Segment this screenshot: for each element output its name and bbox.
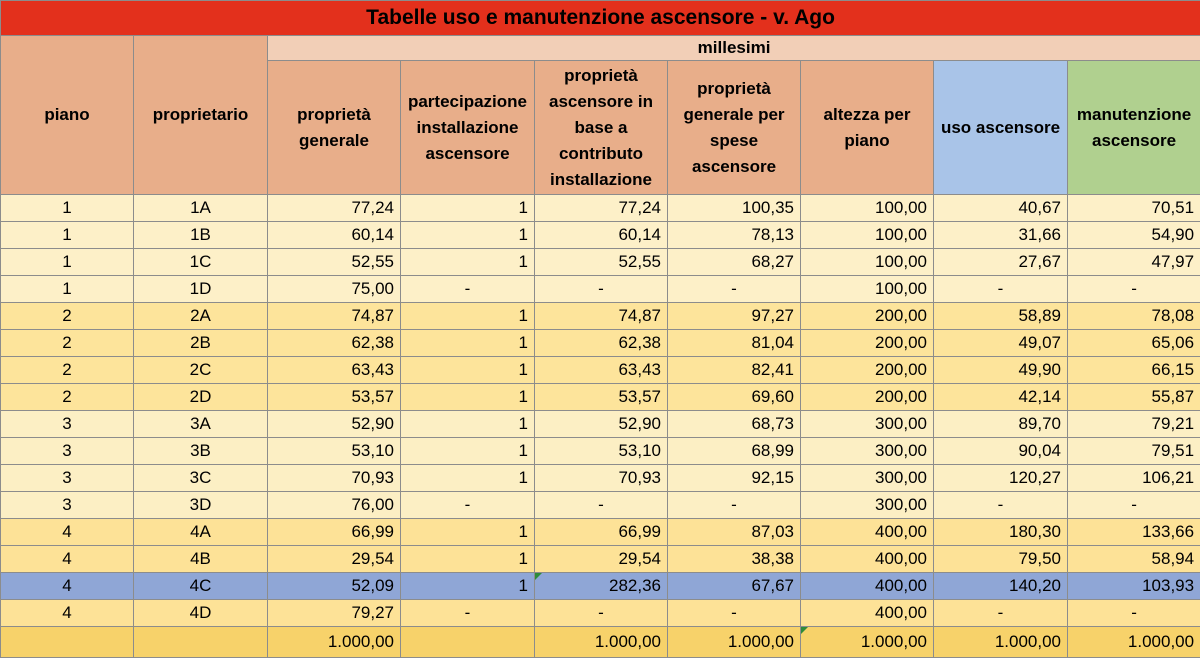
table-row (1, 600, 1200, 627)
cell-piano[interactable]: 1 (1, 276, 134, 303)
cell-proprieta-ascensore[interactable]: 77,24 (535, 195, 668, 222)
cell-proprieta-ascensore[interactable]: 52,90 (535, 411, 668, 438)
cell-manutenzione[interactable]: 65,06 (1068, 330, 1200, 357)
cell-uso[interactable]: 120,27 (934, 465, 1068, 492)
cell-proprieta-ascensore[interactable]: 53,10 (535, 438, 668, 465)
cell-partecipazione[interactable]: 1 (401, 222, 535, 249)
cell-manutenzione[interactable]: - (1068, 492, 1200, 519)
cell-proprieta-generale[interactable]: 53,10 (268, 438, 401, 465)
cell-partecipazione[interactable]: - (401, 492, 535, 519)
cell-partecipazione[interactable]: 1 (401, 573, 535, 600)
cell-piano[interactable]: 4 (1, 519, 134, 546)
header-uso-ascensore[interactable]: uso ascensore (934, 61, 1068, 195)
cell-proprieta-ascensore[interactable]: 60,14 (535, 222, 668, 249)
table-row (1, 546, 1200, 573)
cell-proprieta-generale[interactable]: 76,00 (268, 492, 401, 519)
cell-proprieta-ascensore[interactable]: - (535, 492, 668, 519)
cell-proprieta-spese[interactable]: 38,38 (668, 546, 801, 573)
cell-altezza[interactable]: 100,00 (801, 249, 934, 276)
cell-proprietario[interactable]: 2B (134, 330, 268, 357)
cell-proprieta-spese[interactable]: 68,99 (668, 438, 801, 465)
total-cell-proprieta-spese[interactable]: 1.000,00 (668, 627, 801, 658)
header-proprieta-ascensore[interactable]: proprietà ascensore in base a contributo installazione (535, 61, 668, 195)
cell-proprieta-ascensore[interactable]: 66,99 (535, 519, 668, 546)
cell-proprietario[interactable]: 3D (134, 492, 268, 519)
cell-proprieta-spese[interactable]: 68,73 (668, 411, 801, 438)
table-row (1, 276, 1200, 303)
cell-proprieta-ascensore[interactable]: 282,36 (535, 573, 668, 600)
cell-proprieta-spese[interactable]: 92,15 (668, 465, 801, 492)
cell-uso[interactable]: - (934, 276, 1068, 303)
cell-proprieta-generale[interactable]: 77,24 (268, 195, 401, 222)
cell-piano[interactable]: 2 (1, 384, 134, 411)
cell-proprieta-generale[interactable]: 63,43 (268, 357, 401, 384)
cell-proprieta-generale[interactable]: 52,09 (268, 573, 401, 600)
cell-partecipazione[interactable]: 1 (401, 384, 535, 411)
header-piano[interactable]: piano (1, 36, 134, 195)
cell-proprieta-spese[interactable]: - (668, 276, 801, 303)
table-row (1, 303, 1200, 330)
cell-altezza[interactable]: 300,00 (801, 438, 934, 465)
cell-manutenzione[interactable]: 79,21 (1068, 411, 1200, 438)
cell-proprieta-generale[interactable]: 66,99 (268, 519, 401, 546)
cell-altezza[interactable]: 100,00 (801, 195, 934, 222)
total-cell-uso[interactable]: 1.000,00 (934, 627, 1068, 658)
cell-uso[interactable]: 49,90 (934, 357, 1068, 384)
cell-altezza[interactable]: 300,00 (801, 465, 934, 492)
cell-manutenzione[interactable]: - (1068, 600, 1200, 627)
cell-uso[interactable]: - (934, 492, 1068, 519)
cell-piano[interactable]: 1 (1, 249, 134, 276)
cell-piano[interactable]: 1 (1, 195, 134, 222)
cell-piano[interactable]: 1 (1, 222, 134, 249)
cell-altezza[interactable]: 400,00 (801, 519, 934, 546)
header-millesimi[interactable]: millesimi (268, 36, 1200, 61)
cell-manutenzione[interactable]: - (1068, 276, 1200, 303)
total-cell-manutenzione[interactable]: 1.000,00 (1068, 627, 1200, 658)
cell-proprietario[interactable]: 2D (134, 384, 268, 411)
table-row (1, 465, 1200, 492)
cell-proprietario[interactable]: 3B (134, 438, 268, 465)
cell-manutenzione[interactable]: 70,51 (1068, 195, 1200, 222)
cell-proprieta-generale[interactable]: 74,87 (268, 303, 401, 330)
cell-partecipazione[interactable]: 1 (401, 519, 535, 546)
cell-proprieta-spese[interactable]: 78,13 (668, 222, 801, 249)
cell-uso[interactable]: 31,66 (934, 222, 1068, 249)
cell-proprieta-generale[interactable]: 29,54 (268, 546, 401, 573)
table-row (1, 249, 1200, 276)
total-cell-altezza[interactable]: 1.000,00 (801, 627, 934, 658)
cell-manutenzione[interactable]: 58,94 (1068, 546, 1200, 573)
table-title[interactable]: Tabelle uso e manutenzione ascensore - v. Ago (1, 1, 1200, 36)
table-row (1, 438, 1200, 465)
cell-manutenzione[interactable]: 79,51 (1068, 438, 1200, 465)
cell-proprieta-ascensore[interactable]: 70,93 (535, 465, 668, 492)
cell-proprieta-spese[interactable]: 69,60 (668, 384, 801, 411)
cell-proprietario[interactable]: 3A (134, 411, 268, 438)
cell-uso[interactable]: 180,30 (934, 519, 1068, 546)
cell-proprietario[interactable]: 1D (134, 276, 268, 303)
cell-piano[interactable]: 2 (1, 303, 134, 330)
cell-proprieta-generale[interactable]: 70,93 (268, 465, 401, 492)
cell-piano[interactable]: 3 (1, 465, 134, 492)
total-cell-partecipazione[interactable] (401, 627, 535, 658)
cell-altezza[interactable]: 300,00 (801, 492, 934, 519)
cell-piano[interactable]: 4 (1, 600, 134, 627)
cell-altezza[interactable]: 400,00 (801, 546, 934, 573)
cell-proprieta-generale[interactable]: 60,14 (268, 222, 401, 249)
cell-altezza[interactable]: 100,00 (801, 222, 934, 249)
table-row (1, 411, 1200, 438)
cell-manutenzione[interactable]: 47,97 (1068, 249, 1200, 276)
cell-partecipazione[interactable]: - (401, 276, 535, 303)
cell-proprieta-ascensore[interactable]: 53,57 (535, 384, 668, 411)
cell-uso[interactable]: 27,67 (934, 249, 1068, 276)
cell-uso[interactable]: 79,50 (934, 546, 1068, 573)
cell-piano[interactable]: 4 (1, 546, 134, 573)
cell-proprieta-generale[interactable]: 52,90 (268, 411, 401, 438)
header-partecipazione-installazione[interactable]: partecipazione installazione ascensore (401, 61, 535, 195)
header-proprieta-generale-spese[interactable]: proprietà generale per spese ascensore (668, 61, 801, 195)
cell-partecipazione[interactable]: 1 (401, 438, 535, 465)
cell-altezza[interactable]: 100,00 (801, 276, 934, 303)
cell-proprieta-ascensore[interactable]: - (535, 276, 668, 303)
cell-uso[interactable]: 140,20 (934, 573, 1068, 600)
cell-proprieta-ascensore[interactable]: 52,55 (535, 249, 668, 276)
cell-altezza[interactable]: 200,00 (801, 384, 934, 411)
cell-proprietario[interactable]: 1A (134, 195, 268, 222)
cell-proprietario[interactable]: 2C (134, 357, 268, 384)
cell-proprieta-ascensore[interactable]: 63,43 (535, 357, 668, 384)
cell-partecipazione[interactable]: 1 (401, 249, 535, 276)
cell-altezza[interactable]: 200,00 (801, 330, 934, 357)
cell-partecipazione[interactable]: - (401, 600, 535, 627)
total-cell-proprieta-generale[interactable]: 1.000,00 (268, 627, 401, 658)
cell-piano[interactable]: 3 (1, 438, 134, 465)
cell-piano[interactable]: 2 (1, 357, 134, 384)
cell-proprieta-spese[interactable]: 67,67 (668, 573, 801, 600)
cell-altezza[interactable]: 200,00 (801, 303, 934, 330)
cell-partecipazione[interactable]: 1 (401, 357, 535, 384)
cell-proprietario[interactable]: 4A (134, 519, 268, 546)
table-row (1, 492, 1200, 519)
cell-proprieta-generale[interactable]: 53,57 (268, 384, 401, 411)
cell-proprieta-spese[interactable]: 87,03 (668, 519, 801, 546)
cell-partecipazione[interactable]: 1 (401, 546, 535, 573)
cell-proprieta-spese[interactable]: 81,04 (668, 330, 801, 357)
table-row (1, 195, 1200, 222)
cell-proprietario[interactable]: 2A (134, 303, 268, 330)
cell-uso[interactable]: - (934, 600, 1068, 627)
cell-partecipazione[interactable]: 1 (401, 330, 535, 357)
cell-piano[interactable]: 2 (1, 330, 134, 357)
total-cell-piano[interactable] (1, 627, 134, 658)
totals-row (1, 627, 1200, 658)
cell-manutenzione[interactable]: 78,08 (1068, 303, 1200, 330)
cell-proprietario[interactable]: 1B (134, 222, 268, 249)
cell-proprietario[interactable]: 4C (134, 573, 268, 600)
table-row (1, 222, 1200, 249)
cell-proprieta-spese[interactable]: 68,27 (668, 249, 801, 276)
cell-proprieta-ascensore[interactable]: - (535, 600, 668, 627)
cell-uso[interactable]: 49,07 (934, 330, 1068, 357)
cell-partecipazione[interactable]: 1 (401, 465, 535, 492)
cell-uso[interactable]: 90,04 (934, 438, 1068, 465)
cell-altezza[interactable]: 200,00 (801, 357, 934, 384)
table-row (1, 519, 1200, 546)
total-cell-proprieta-ascensore[interactable]: 1.000,00 (535, 627, 668, 658)
cell-partecipazione[interactable]: 1 (401, 303, 535, 330)
cell-proprietario[interactable]: 4B (134, 546, 268, 573)
cell-proprieta-ascensore[interactable]: 74,87 (535, 303, 668, 330)
header-proprieta-generale[interactable]: proprietà generale (268, 61, 401, 195)
cell-altezza[interactable]: 300,00 (801, 411, 934, 438)
cell-manutenzione[interactable]: 54,90 (1068, 222, 1200, 249)
cell-uso[interactable]: 89,70 (934, 411, 1068, 438)
cell-proprieta-spese[interactable]: 100,35 (668, 195, 801, 222)
cell-proprieta-generale[interactable]: 79,27 (268, 600, 401, 627)
table-row (1, 384, 1200, 411)
cell-altezza[interactable]: 400,00 (801, 600, 934, 627)
cell-piano[interactable]: 3 (1, 411, 134, 438)
cell-manutenzione[interactable]: 133,66 (1068, 519, 1200, 546)
cell-proprieta-spese[interactable]: - (668, 492, 801, 519)
cell-proprieta-spese[interactable]: - (668, 600, 801, 627)
cell-proprieta-spese[interactable]: 82,41 (668, 357, 801, 384)
cell-partecipazione[interactable]: 1 (401, 195, 535, 222)
cell-proprieta-spese[interactable]: 97,27 (668, 303, 801, 330)
cell-manutenzione[interactable]: 106,21 (1068, 465, 1200, 492)
cell-proprieta-ascensore[interactable]: 62,38 (535, 330, 668, 357)
cell-manutenzione[interactable]: 55,87 (1068, 384, 1200, 411)
cell-uso[interactable]: 40,67 (934, 195, 1068, 222)
cell-proprieta-ascensore[interactable]: 29,54 (535, 546, 668, 573)
cell-proprietario[interactable]: 3C (134, 465, 268, 492)
header-altezza-piano[interactable]: altezza per piano (801, 61, 934, 195)
cell-altezza[interactable]: 400,00 (801, 573, 934, 600)
table-row (1, 330, 1200, 357)
cell-proprietario[interactable]: 4D (134, 600, 268, 627)
cell-manutenzione[interactable]: 66,15 (1068, 357, 1200, 384)
cell-piano[interactable]: 4 (1, 573, 134, 600)
cell-proprieta-generale[interactable]: 52,55 (268, 249, 401, 276)
total-cell-proprietario[interactable] (134, 627, 268, 658)
cell-partecipazione[interactable]: 1 (401, 411, 535, 438)
cell-proprieta-generale[interactable]: 75,00 (268, 276, 401, 303)
header-manutenzione-ascensore[interactable]: manutenzione ascensore (1068, 61, 1200, 195)
cell-proprieta-generale[interactable]: 62,38 (268, 330, 401, 357)
cell-proprietario[interactable]: 1C (134, 249, 268, 276)
cell-uso[interactable]: 42,14 (934, 384, 1068, 411)
header-proprietario[interactable]: proprietario (134, 36, 268, 195)
table-row (1, 573, 1200, 600)
cell-piano[interactable]: 3 (1, 492, 134, 519)
cell-manutenzione[interactable]: 103,93 (1068, 573, 1200, 600)
table-row (1, 357, 1200, 384)
cell-uso[interactable]: 58,89 (934, 303, 1068, 330)
